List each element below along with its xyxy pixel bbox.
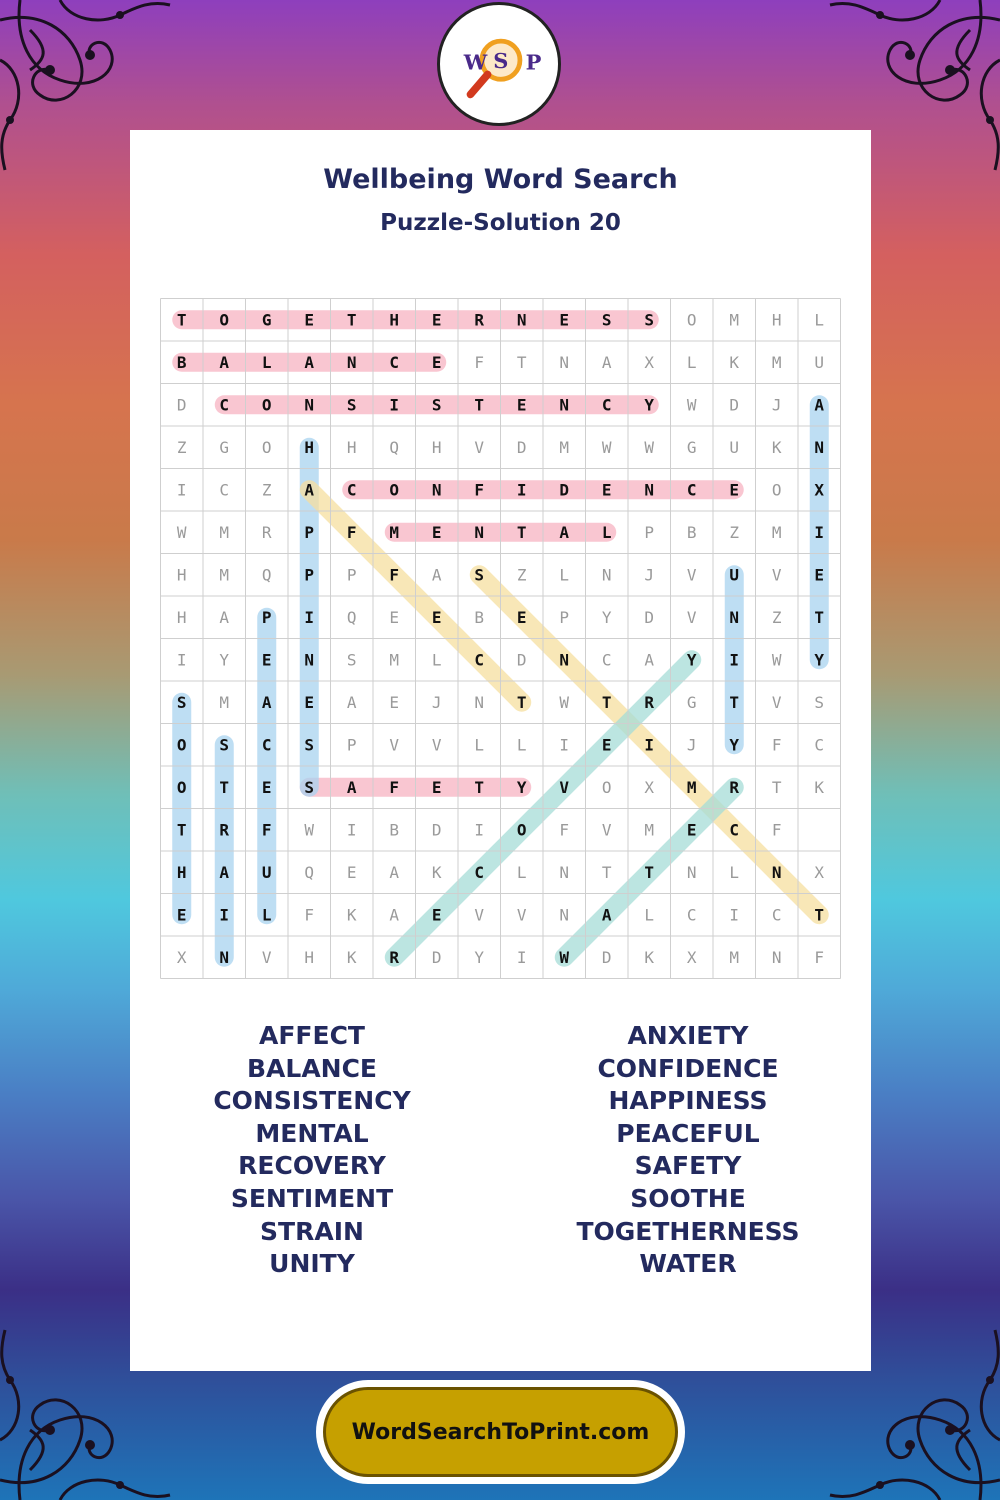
grid-letter[interactable]: L	[644, 905, 655, 925]
grid-letter-found[interactable]: N	[644, 480, 655, 500]
grid-letter[interactable]: C	[814, 735, 825, 755]
grid-letter[interactable]: T	[516, 352, 527, 372]
grid-letter-found[interactable]: E	[686, 820, 697, 840]
grid-letter-found[interactable]: E	[601, 480, 612, 500]
grid-letter[interactable]: H	[346, 437, 357, 457]
grid-letter[interactable]: V	[261, 947, 272, 967]
grid-letter[interactable]: M	[771, 522, 782, 542]
grid-letter[interactable]: H	[304, 947, 315, 967]
grid-letter-found[interactable]: E	[431, 777, 442, 797]
grid-letter[interactable]: O	[601, 777, 612, 797]
word-list-item: HAPPINESS	[608, 1086, 768, 1116]
grid-letter[interactable]: N	[559, 905, 570, 925]
grid-letter[interactable]: J	[644, 565, 655, 585]
grid-letter-found[interactable]: C	[474, 862, 485, 882]
grid-letter[interactable]: E	[389, 692, 400, 712]
grid-letter-found[interactable]: P	[304, 565, 315, 585]
grid-letter[interactable]: T	[601, 862, 612, 882]
grid-letter-found[interactable]: S	[474, 565, 485, 585]
puzzle-card	[130, 130, 871, 1371]
grid-letter[interactable]: L	[729, 862, 740, 882]
grid-letter[interactable]: K	[346, 947, 357, 967]
word-list-item: PEACEFUL	[616, 1118, 760, 1148]
grid-letter-found[interactable]: E	[601, 735, 612, 755]
grid-letter[interactable]: E	[389, 607, 400, 627]
grid-letter-found[interactable]: E	[261, 650, 272, 670]
grid-letter[interactable]: M	[389, 650, 400, 670]
grid-letter[interactable]: N	[601, 565, 612, 585]
grid-letter[interactable]: Z	[516, 565, 527, 585]
grid-letter[interactable]: O	[771, 480, 782, 500]
grid-letter-found[interactable]: O	[516, 820, 527, 840]
grid-letter-found[interactable]: T	[516, 522, 527, 542]
grid-letter[interactable]: V	[601, 820, 612, 840]
word-list-item: ANXIETY	[627, 1021, 749, 1050]
grid-letter[interactable]: I	[176, 480, 187, 500]
grid-letter[interactable]: A	[389, 905, 400, 925]
grid-letter[interactable]: L	[431, 650, 442, 670]
grid-letter[interactable]: U	[814, 352, 825, 372]
grid-letter[interactable]: W	[176, 522, 187, 542]
grid-letter[interactable]: J	[771, 395, 782, 415]
grid-letter[interactable]: P	[346, 735, 357, 755]
grid-letter-found[interactable]: C	[474, 650, 485, 670]
grid-letter[interactable]: Q	[261, 565, 272, 585]
grid-letter[interactable]: Q	[346, 607, 357, 627]
grid-letter[interactable]: M	[219, 692, 230, 712]
grid-letter[interactable]: Z	[176, 437, 187, 457]
word-list-item: SENTIMENT	[230, 1183, 394, 1213]
website-label: WordSearchToPrint.com	[351, 1419, 650, 1445]
grid-letter-found[interactable]: H	[304, 437, 315, 457]
grid-letter-found[interactable]: E	[431, 310, 442, 330]
grid-letter-found[interactable]: E	[729, 480, 740, 500]
grid-letter[interactable]: H	[176, 607, 187, 627]
grid-letter[interactable]: O	[261, 437, 272, 457]
grid-letter-found[interactable]: N	[304, 650, 315, 670]
grid-letter-found[interactable]: H	[176, 862, 187, 882]
word-list-item: AFFECT	[259, 1021, 365, 1050]
grid-letter[interactable]: V	[771, 692, 782, 712]
grid-letter-found[interactable]: R	[389, 947, 400, 967]
grid-letter-found[interactable]: O	[176, 777, 187, 797]
grid-letter[interactable]: J	[686, 735, 697, 755]
grid-letter-found[interactable]: R	[644, 692, 655, 712]
grid-letter[interactable]: B	[389, 820, 400, 840]
grid-letter[interactable]: G	[219, 437, 230, 457]
grid-letter[interactable]: X	[644, 777, 655, 797]
grid-letter[interactable]: Q	[389, 437, 400, 457]
grid-letter[interactable]: N	[559, 862, 570, 882]
grid-letter[interactable]: V	[516, 905, 527, 925]
grid-letter[interactable]: Y	[601, 607, 612, 627]
grid-letter[interactable]: U	[729, 437, 740, 457]
grid-letter-found[interactable]: S	[304, 777, 315, 797]
grid-letter-found[interactable]: T	[814, 607, 825, 627]
grid-letter[interactable]: J	[431, 692, 442, 712]
grid-letter-found[interactable]: T	[474, 395, 485, 415]
grid-letter-found[interactable]: A	[304, 480, 315, 500]
grid-letter-found[interactable]: A	[219, 862, 230, 882]
grid-letter-found[interactable]: E	[304, 692, 315, 712]
grid-letter[interactable]: V	[686, 607, 697, 627]
grid-letter[interactable]: L	[686, 352, 697, 372]
word-list-item: RECOVERY	[238, 1151, 386, 1181]
grid-letter-found[interactable]: T	[516, 692, 527, 712]
word-list-item: CONSISTENCY	[213, 1086, 411, 1116]
grid-letter-found[interactable]: L	[261, 905, 272, 925]
grid-letter-found[interactable]: Y	[516, 777, 527, 797]
grid-letter-found[interactable]: A	[261, 692, 272, 712]
grid-letter[interactable]: Z	[771, 607, 782, 627]
word-list-item: MENTAL	[255, 1118, 369, 1148]
grid-letter[interactable]: A	[389, 862, 400, 882]
page-title: Wellbeing Word Search	[323, 164, 678, 195]
grid-letter[interactable]: N	[559, 352, 570, 372]
grid-letter-found[interactable]: N	[771, 862, 782, 882]
grid-letter[interactable]: E	[346, 862, 357, 882]
grid-letter[interactable]: N	[771, 947, 782, 967]
logo-letter-p: P	[525, 49, 542, 75]
grid-letter[interactable]: G	[686, 437, 697, 457]
grid-letter-found[interactable]: C	[601, 395, 612, 415]
grid-letter[interactable]: I	[516, 947, 527, 967]
grid-letter-found[interactable]: Y	[644, 395, 655, 415]
word-list-item: SOOTHE	[630, 1183, 746, 1213]
grid-letter-found[interactable]: E	[814, 565, 825, 585]
grid-letter[interactable]: I	[559, 735, 570, 755]
grid-letter[interactable]: P	[644, 522, 655, 542]
grid-letter[interactable]: W	[686, 395, 697, 415]
grid-letter[interactable]: Z	[729, 522, 740, 542]
grid-letter-found[interactable]: I	[389, 395, 400, 415]
grid-letter[interactable]: I	[176, 650, 187, 670]
grid-letter-found[interactable]: C	[346, 480, 357, 500]
grid-letter-found[interactable]: F	[389, 777, 400, 797]
grid-letter[interactable]: A	[431, 565, 442, 585]
grid-letter-found[interactable]: R	[474, 310, 485, 330]
grid-letter-found[interactable]: O	[219, 310, 230, 330]
grid-letter-found[interactable]: A	[814, 395, 825, 415]
grid-letter-found[interactable]: C	[219, 395, 230, 415]
grid-letter[interactable]: A	[346, 692, 357, 712]
grid-letter[interactable]: O	[686, 310, 697, 330]
grid-letter-found[interactable]: B	[176, 352, 187, 372]
grid-letter[interactable]: V	[474, 437, 485, 457]
grid-letter[interactable]: Y	[219, 650, 230, 670]
grid-letter-found[interactable]: T	[644, 862, 655, 882]
grid-letter-found[interactable]: T	[474, 777, 485, 797]
grid-letter-found[interactable]: O	[389, 480, 400, 500]
grid-letter-found[interactable]: P	[304, 522, 315, 542]
grid-letter[interactable]: L	[516, 862, 527, 882]
grid-letter-found[interactable]: T	[814, 905, 825, 925]
grid-letter[interactable]: I	[346, 820, 357, 840]
magnifier-logo-icon	[440, 5, 558, 123]
grid-letter-found[interactable]: M	[686, 777, 697, 797]
grid-letter[interactable]: V	[389, 735, 400, 755]
grid-letter[interactable]: V	[431, 735, 442, 755]
grid-letter[interactable]: Q	[304, 862, 315, 882]
grid-letter-found[interactable]: G	[261, 310, 272, 330]
grid-letter-found[interactable]: I	[814, 522, 825, 542]
grid-letter-found[interactable]: E	[431, 352, 442, 372]
grid-letter-found[interactable]: H	[389, 310, 400, 330]
grid-letter-found[interactable]: N	[559, 395, 570, 415]
word-list-item: SAFETY	[634, 1151, 742, 1181]
grid-letter-found[interactable]: F	[474, 480, 485, 500]
grid-letter-found[interactable]: M	[389, 522, 400, 542]
grid-letter-found[interactable]: W	[559, 947, 570, 967]
grid-letter[interactable]: G	[686, 692, 697, 712]
grid-letter[interactable]: I	[474, 820, 485, 840]
grid-letter[interactable]: R	[261, 522, 272, 542]
grid-letter[interactable]: M	[771, 352, 782, 372]
grid-letter[interactable]: D	[516, 650, 527, 670]
grid-letter-found[interactable]: O	[176, 735, 187, 755]
grid-letter-found[interactable]: Y	[686, 650, 697, 670]
grid-letter[interactable]: X	[686, 947, 697, 967]
grid-letter-found[interactable]: N	[516, 310, 527, 330]
grid-letter[interactable]: C	[601, 650, 612, 670]
grid-letter-found[interactable]: Y	[729, 735, 740, 755]
grid-letter-found[interactable]: F	[346, 522, 357, 542]
grid-letter-found[interactable]: C	[686, 480, 697, 500]
grid-letter-found[interactable]: T	[219, 777, 230, 797]
grid-letter[interactable]: B	[474, 607, 485, 627]
grid-letter[interactable]: A	[644, 650, 655, 670]
grid-letter-found[interactable]: A	[304, 352, 315, 372]
word-list-item: BALANCE	[246, 1053, 378, 1083]
grid-letter[interactable]: P	[346, 565, 357, 585]
grid-letter[interactable]: D	[431, 947, 442, 967]
grid-letter[interactable]: F	[771, 820, 782, 840]
grid-letter-found[interactable]: E	[261, 777, 272, 797]
grid-letter-found[interactable]: S	[219, 735, 230, 755]
grid-letter[interactable]: Y	[474, 947, 485, 967]
grid-letter[interactable]: M	[219, 565, 230, 585]
grid-letter-found[interactable]: U	[261, 862, 272, 882]
grid-letter-found[interactable]: C	[389, 352, 400, 372]
grid-letter[interactable]: T	[771, 777, 782, 797]
grid-letter-found[interactable]: E	[516, 607, 527, 627]
grid-letter-found[interactable]: O	[261, 395, 272, 415]
grid-letter-found[interactable]: I	[304, 607, 315, 627]
word-list-item: WATER	[639, 1249, 737, 1279]
word-search-grid[interactable]	[160, 298, 841, 979]
grid-letter[interactable]: C	[771, 905, 782, 925]
grid-letter[interactable]: M	[729, 310, 740, 330]
grid-letter[interactable]: P	[559, 607, 570, 627]
grid-letter[interactable]: X	[644, 352, 655, 372]
page-subtitle: Puzzle-Solution 20	[380, 210, 621, 236]
site-logo[interactable]	[437, 2, 561, 126]
grid-letter[interactable]: I	[729, 905, 740, 925]
grid-letter[interactable]: F	[814, 947, 825, 967]
grid-letter-found[interactable]: L	[601, 522, 612, 542]
grid-letter-found[interactable]: A	[601, 905, 612, 925]
grid-letter-found[interactable]: L	[261, 352, 272, 372]
grid-letter-found[interactable]: C	[261, 735, 272, 755]
grid-letter[interactable]: W	[304, 820, 315, 840]
grid-letter[interactable]: A	[219, 607, 230, 627]
grid-letter[interactable]: V	[474, 905, 485, 925]
grid-letter[interactable]: K	[771, 437, 782, 457]
grid-letter-found[interactable]: I	[516, 480, 527, 500]
grid-letter[interactable]: F	[474, 352, 485, 372]
grid-letter-found[interactable]: Y	[814, 650, 825, 670]
grid-letter[interactable]: K	[346, 905, 357, 925]
grid-letter[interactable]: K	[729, 352, 740, 372]
grid-letter-found[interactable]: T	[176, 310, 187, 330]
grid-letter[interactable]: W	[559, 692, 570, 712]
grid-letter[interactable]: L	[516, 735, 527, 755]
grid-letter-found[interactable]: S	[304, 735, 315, 755]
grid-letter-found[interactable]: E	[431, 522, 442, 542]
grid-letter-found[interactable]: N	[559, 650, 570, 670]
word-list-item: CONFIDENCE	[597, 1053, 779, 1083]
grid-letter-found[interactable]: R	[219, 820, 230, 840]
grid-letter[interactable]: Z	[261, 480, 272, 500]
grid-letter[interactable]: C	[686, 905, 697, 925]
grid-letter[interactable]: M	[219, 522, 230, 542]
grid-letter-found[interactable]: S	[644, 310, 655, 330]
grid-letter[interactable]: A	[601, 352, 612, 372]
grid-letter[interactable]: D	[729, 395, 740, 415]
grid-letter-found[interactable]: D	[559, 480, 570, 500]
word-list-item: STRAIN	[260, 1216, 364, 1246]
grid-letter-found[interactable]: N	[431, 480, 442, 500]
grid-letter[interactable]: X	[814, 862, 825, 882]
grid-letter-found[interactable]: E	[431, 607, 442, 627]
grid-letter[interactable]: M	[644, 820, 655, 840]
logo-letter-s: S	[493, 47, 509, 73]
grid-letter-found[interactable]: S	[176, 692, 187, 712]
grid-letter[interactable]: D	[176, 395, 187, 415]
grid-letter[interactable]: V	[771, 565, 782, 585]
grid-letter[interactable]: F	[559, 820, 570, 840]
grid-letter[interactable]: D	[644, 607, 655, 627]
grid-letter[interactable]: L	[559, 565, 570, 585]
grid-letter[interactable]: W	[644, 437, 655, 457]
grid-letter[interactable]: M	[559, 437, 570, 457]
grid-letter-found[interactable]: I	[644, 735, 655, 755]
grid-letter-found[interactable]: T	[346, 310, 357, 330]
grid-letter-found[interactable]: E	[304, 310, 315, 330]
grid-letter-found[interactable]: N	[729, 607, 740, 627]
grid-letter[interactable]: F	[771, 735, 782, 755]
website-button[interactable]	[323, 1387, 678, 1477]
grid-letter[interactable]: H	[771, 310, 782, 330]
grid-letter[interactable]: S	[814, 692, 825, 712]
grid-letter-found[interactable]: N	[474, 522, 485, 542]
grid-letter[interactable]: N	[686, 862, 697, 882]
grid-letter-found[interactable]: C	[729, 820, 740, 840]
grid-letter-found[interactable]: I	[219, 905, 230, 925]
grid-letter[interactable]: D	[431, 820, 442, 840]
grid-letter-found[interactable]: E	[176, 905, 187, 925]
grid-letter[interactable]: D	[516, 437, 527, 457]
word-list-item: TOGETHERNESS	[576, 1216, 800, 1246]
grid-letter[interactable]: M	[729, 947, 740, 967]
grid-letter[interactable]: L	[814, 310, 825, 330]
grid-letter[interactable]: F	[304, 905, 315, 925]
grid-letter[interactable]: B	[686, 522, 697, 542]
grid-letter[interactable]: K	[814, 777, 825, 797]
grid-letter-found[interactable]: R	[729, 777, 740, 797]
grid-letter-found[interactable]: S	[601, 310, 612, 330]
grid-letter-found[interactable]: S	[431, 395, 442, 415]
grid-letter-found[interactable]: N	[219, 947, 230, 967]
grid-letter-found[interactable]: T	[601, 692, 612, 712]
grid-letter[interactable]: X	[176, 947, 187, 967]
grid-letter[interactable]: D	[601, 947, 612, 967]
grid-letter[interactable]: V	[686, 565, 697, 585]
grid-letter[interactable]: K	[644, 947, 655, 967]
grid-letter-found[interactable]: A	[346, 777, 357, 797]
grid-letter[interactable]: K	[431, 862, 442, 882]
grid-letter-found[interactable]: E	[516, 395, 527, 415]
grid-letter-found[interactable]: E	[559, 310, 570, 330]
logo-letter-w: W	[463, 49, 488, 75]
grid-letter-found[interactable]: E	[431, 905, 442, 925]
grid-letter-found[interactable]: F	[261, 820, 272, 840]
grid-letter[interactable]: L	[474, 735, 485, 755]
grid-letter-found[interactable]: A	[219, 352, 230, 372]
word-list-item: UNITY	[269, 1249, 355, 1279]
grid-letter-found[interactable]: T	[176, 820, 187, 840]
grid-letter-found[interactable]: X	[814, 480, 825, 500]
grid-letter-found[interactable]: N	[346, 352, 357, 372]
grid-letter[interactable]: H	[176, 565, 187, 585]
grid-letter[interactable]: N	[474, 692, 485, 712]
grid-letter-found[interactable]: A	[559, 522, 570, 542]
word-list-right	[538, 1020, 838, 1281]
grid-letter[interactable]: C	[219, 480, 230, 500]
grid-letter-found[interactable]: N	[814, 437, 825, 457]
grid-letter-found[interactable]: P	[261, 607, 272, 627]
grid-letter-found[interactable]: F	[389, 565, 400, 585]
grid-letter[interactable]: W	[601, 437, 612, 457]
grid-letter-found[interactable]: T	[729, 692, 740, 712]
grid-letter-found[interactable]: I	[729, 650, 740, 670]
grid-letter-found[interactable]: U	[729, 565, 740, 585]
grid-letter-found[interactable]: N	[304, 395, 315, 415]
word-list-left	[162, 1020, 462, 1281]
grid-letter-found[interactable]: S	[346, 395, 357, 415]
grid-letter[interactable]: S	[346, 650, 357, 670]
grid-letter[interactable]: W	[771, 650, 782, 670]
grid-letter[interactable]: H	[431, 437, 442, 457]
grid-letter-found[interactable]: V	[559, 777, 570, 797]
